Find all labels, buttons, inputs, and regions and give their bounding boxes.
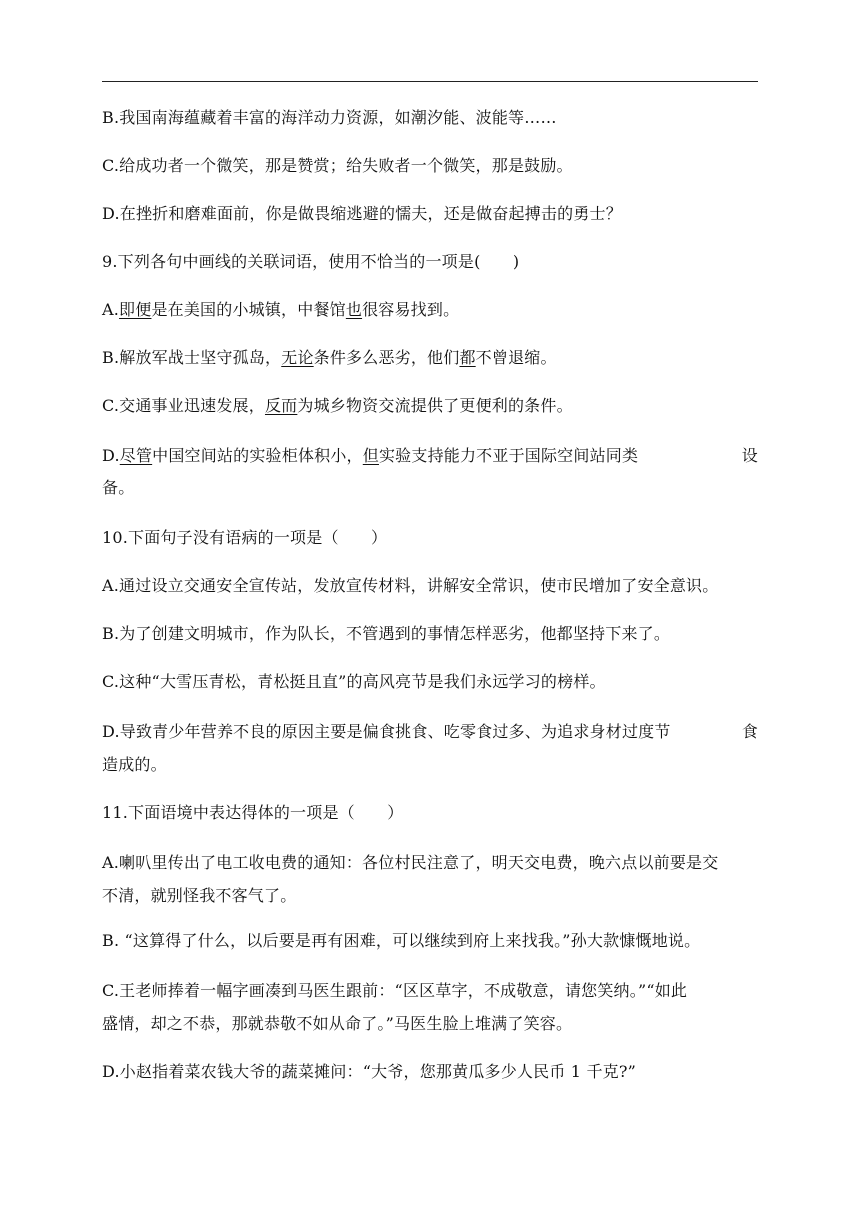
q10-option-b: B.为了创建文明城市，作为队长，不管遇到的事情怎样恶劣，他都坚持下来了。 [102, 624, 671, 643]
q9-option-c [102, 394, 758, 418]
q9-stem: 9.下列各句中画线的关联词语，使用不恰当的一项是( ) [102, 252, 520, 271]
q9-a-middle: 是在美国的小城镇，中餐馆 [151, 300, 346, 319]
q9-c-prefix: C.交通事业迅速发展， [102, 396, 265, 415]
q9-d-underlined-word-2: 但 [362, 446, 379, 465]
q9-b-prefix: B.解放军战士坚守孤岛， [102, 348, 282, 367]
q10-d-text: D.导致青少年营养不良的原因主要是偏食挑食、吃零食过多、为追求身材过度节 [102, 722, 671, 741]
header-rule [102, 81, 758, 82]
q9-d-underlined-word-1: 尽管 [119, 446, 153, 465]
q9-b-underlined-word-1: 无论 [281, 348, 314, 367]
q9-b-middle: 条件多么恶劣，他们 [313, 348, 460, 367]
q9-a-underlined-word-2: 也 [345, 300, 363, 319]
q8-option-c: C.给成功者一个微笑，那是赞赏；给失败者一个微笑，那是鼓励。 [102, 156, 573, 175]
q11-option-a-line1: A.喇叭里传出了电工收电费的通知：各位村民注意了，明天交电费，晚六点以前要是交 [102, 853, 719, 872]
q9-a-suffix: 很容易找到。 [362, 300, 460, 319]
q9-d-line-end: 设 [741, 446, 758, 465]
q9-c-suffix: 为城乡物资交流提供了更便利的条件。 [297, 396, 573, 415]
q11-option-c-line2: 盛情，却之不恭，那就恭敬不如从命了。”马医生脸上堆满了笑容。 [102, 1014, 573, 1033]
q9-a-prefix: A. [102, 300, 120, 319]
q9-option-d-continued: 备。 [102, 478, 135, 497]
q9-option-b [102, 346, 758, 370]
q8-option-d: D.在挫折和磨难面前，你是做畏缩逃避的懦夫，还是做奋起搏击的勇士？ [102, 204, 622, 223]
q8-option-b: B.我国南海蕴藏着丰富的海洋动力资源，如潮汐能、波能等…… [102, 108, 557, 127]
q10-d-line-end: 食 [741, 722, 758, 741]
q9-b-underlined-word-2: 都 [459, 348, 476, 367]
q11-option-a-line2: 不清，就别怪我不客气了。 [102, 886, 297, 905]
q9-a-underlined-word-1: 即便 [119, 300, 152, 319]
q10-option-d [102, 720, 758, 744]
q9-option-a [102, 298, 758, 322]
q9-option-d [102, 444, 758, 468]
q9-d-prefix: D. [102, 446, 120, 465]
q11-stem: 11.下面语境中表达得体的一项是（ ） [102, 803, 404, 822]
q9-d-suffix: 实验支持能力不亚于国际空间站同类 [378, 446, 639, 465]
q11-option-d: D.小赵指着菜农钱大爷的蔬菜摊问：“大爷，您那黄瓜多少人民币 1 千克?” [102, 1062, 637, 1081]
q10-option-c: C.这种“大雪压青松，青松挺且直”的高风亮节是我们永远学习的榜样。 [102, 672, 606, 691]
q10-option-a: A.通过设立交通安全宣传站，发放宣传材料，讲解安全常识，使市民增加了安全意识。 [102, 576, 719, 595]
q11-option-b: B. “这算得了什么，以后要是再有困难，可以继续到府上来找我。”孙大款慷慨地说。 [102, 931, 701, 950]
q11-option-c-line1: C.王老师捧着一幅字画凑到马医生跟前：“区区草字，不成敬意，请您笑纳。”“如此 [102, 981, 688, 1000]
q10-option-d-continued: 造成的。 [102, 755, 167, 774]
q9-d-middle: 中国空间站的实验柜体积小， [152, 446, 363, 465]
q9-b-suffix: 不曾退缩。 [475, 348, 557, 367]
q10-stem: 10.下面句子没有语病的一项是（ ） [102, 528, 388, 547]
q9-c-underlined-word: 反而 [264, 396, 298, 415]
